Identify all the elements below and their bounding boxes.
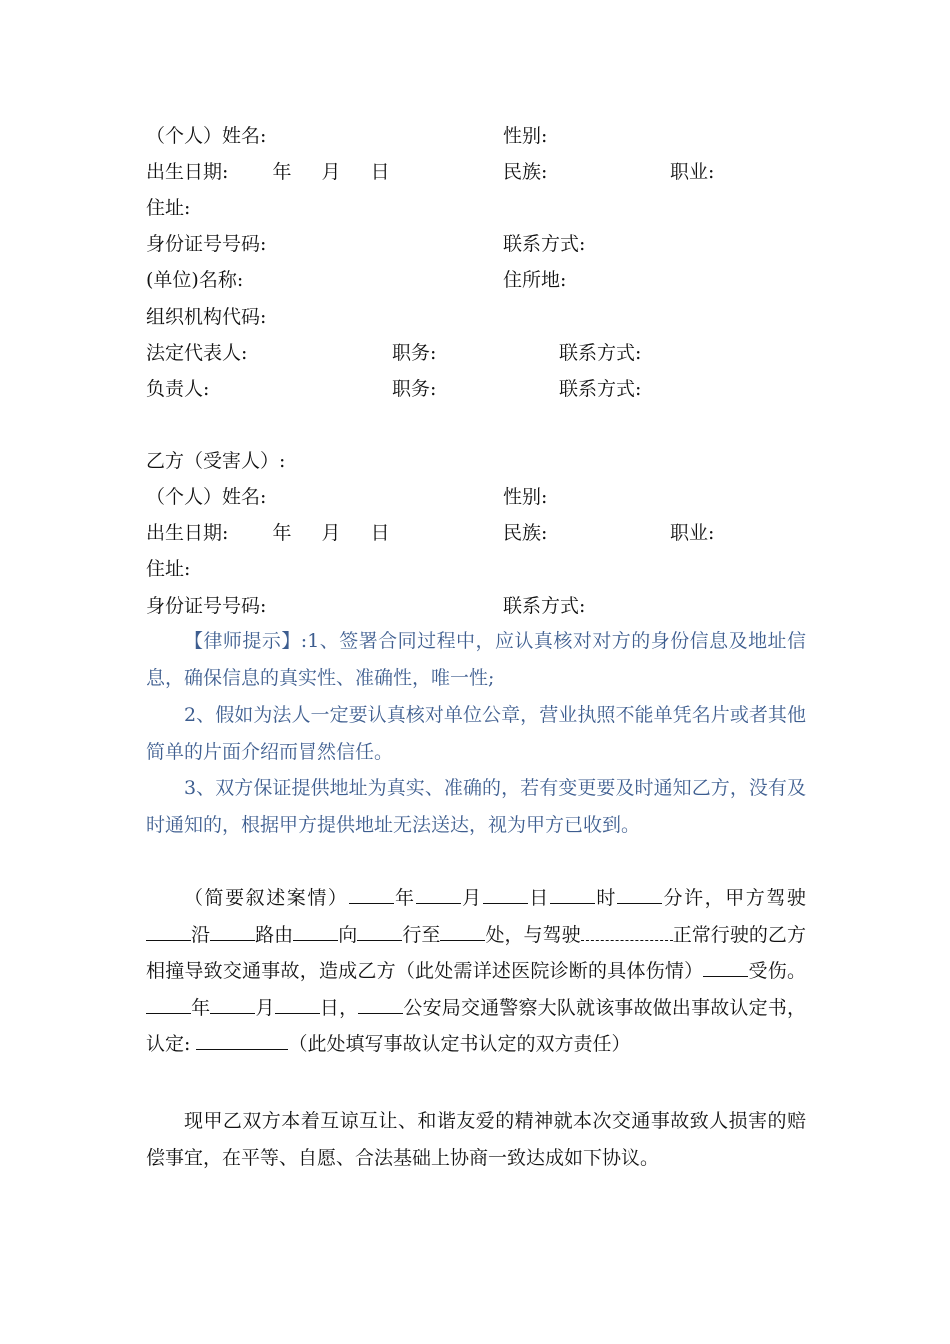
case-text: 受伤。 [748, 960, 806, 982]
blank-field [210, 995, 255, 1014]
party-a-birth-month: 月 [321, 161, 341, 183]
party-b-id-label: 身份证号号码: [146, 595, 267, 617]
case-text: 年 [191, 996, 211, 1019]
party-a-person-in-charge-label: 负责人: [146, 378, 210, 400]
party-a-unit-name-label: (单位)名称: [146, 269, 244, 291]
lawyer-tip-2: 2、假如为法人一定要认真核对单位公章，营业执照不能单凭名片或者其他简单的片面介绍而冒然信任。 [146, 704, 806, 763]
blank-field [416, 885, 461, 904]
case-text: 日， [319, 996, 359, 1019]
party-a-person-in-charge-position-label: 职务: [392, 378, 437, 400]
blank-field [550, 885, 595, 904]
blank-field [617, 885, 662, 904]
party-b-name-label: （个人）姓名: [146, 486, 267, 508]
party-b-birth-month: 月 [321, 522, 341, 544]
agreement-paragraph: 现甲乙双方本着互谅互让、和谐友爱的精神就本次交通事故致人损害的赔偿事宜，在平等、自愿、合法基础上协商一致达成如下协议。 [146, 1110, 806, 1169]
blank-field [210, 922, 255, 941]
party-a-id-label: 身份证号号码: [146, 233, 267, 255]
case-text: 处，与驾驶 [485, 923, 581, 946]
party-b-birth-year: 年 [272, 522, 292, 544]
party-a-legal-rep-position-label: 职务: [392, 342, 437, 364]
case-text: 沿 [191, 923, 211, 946]
party-a-legal-rep-contact-label: 联系方式: [559, 342, 642, 364]
blank-field [357, 922, 402, 941]
case-text: 日 [527, 887, 550, 909]
case-description [146, 880, 806, 1063]
case-text: 向 [338, 923, 358, 946]
blank-field [146, 995, 191, 1014]
case-text: 年 [393, 887, 416, 909]
case-text: 公安局交通警察大队就该事故做出事故认定书，认定: [146, 996, 806, 1055]
blank-field [293, 922, 338, 941]
blank-field-dashed [581, 922, 673, 941]
party-b-contact-label: 联系方式: [503, 595, 586, 617]
case-text: 正常行驶的乙方相撞导致交通事故，造成乙方（此处需详述医院诊断的具体伤情） [146, 923, 806, 982]
case-text: 月 [460, 887, 483, 909]
party-a-residence-label: 住所地: [503, 269, 567, 291]
lawyer-tip-1-text: 1、签署合同过程中，应认真核对对方的身份信息及地址信息，确保信息的真实性、准确性，唯一性; [146, 630, 807, 689]
blank-field [483, 885, 528, 904]
party-b-occupation-label: 职业: [670, 522, 715, 544]
case-text: （此处填写事故认定书认定的双方责任） [288, 1033, 631, 1055]
party-a-birth-day: 日 [370, 161, 390, 183]
blank-field [440, 922, 485, 941]
party-a-birth-row [146, 160, 390, 184]
party-b-heading: 乙方（受害人）: [146, 450, 286, 472]
case-text: 时 [594, 887, 617, 909]
party-b-birth-label: 出生日期: [146, 522, 229, 544]
party-a-ethnicity-label: 民族: [503, 161, 548, 183]
party-a-gender-label: 性别: [503, 125, 548, 147]
blank-field [196, 1031, 288, 1050]
party-a-legal-rep-label: 法定代表人: [146, 342, 248, 364]
party-b-birth-day: 日 [370, 522, 390, 544]
lawyer-tip-3: 3、双方保证提供地址为真实、准确的，若有变更要及时通知乙方，没有及时通知的，根据甲方提供地址无法送达，视为甲方已收到。 [146, 777, 806, 836]
case-text: 路由 [255, 923, 294, 946]
party-b-ethnicity-label: 民族: [503, 522, 548, 544]
party-a-org-code-label: 组织机构代码: [146, 306, 267, 328]
blank-field [358, 995, 403, 1014]
party-a-birth-year: 年 [272, 161, 292, 183]
case-text: 行至 [402, 923, 441, 946]
case-text: 分许，甲方驾驶 [662, 887, 806, 909]
party-a-birth-label: 出生日期: [146, 161, 229, 183]
party-b-address-label: 住址: [146, 558, 191, 580]
party-a-contact-label: 联系方式: [503, 233, 586, 255]
party-b-gender-label: 性别: [503, 486, 548, 508]
lawyer-tip-prefix: 【律师提示】: [184, 630, 308, 652]
party-b-birth-row [146, 521, 390, 545]
blank-field [146, 922, 191, 941]
party-a-occupation-label: 职业: [670, 161, 715, 183]
party-a-person-in-charge-contact-label: 联系方式: [559, 378, 642, 400]
blank-field [703, 958, 748, 977]
lawyer-tip-1 [146, 623, 806, 696]
case-text: （简要叙述案情） [184, 887, 349, 909]
blank-field [349, 885, 394, 904]
party-a-name-label: （个人）姓名: [146, 125, 267, 147]
case-text: 月 [255, 996, 275, 1019]
blank-field [275, 995, 320, 1014]
party-a-address-label: 住址: [146, 197, 191, 219]
